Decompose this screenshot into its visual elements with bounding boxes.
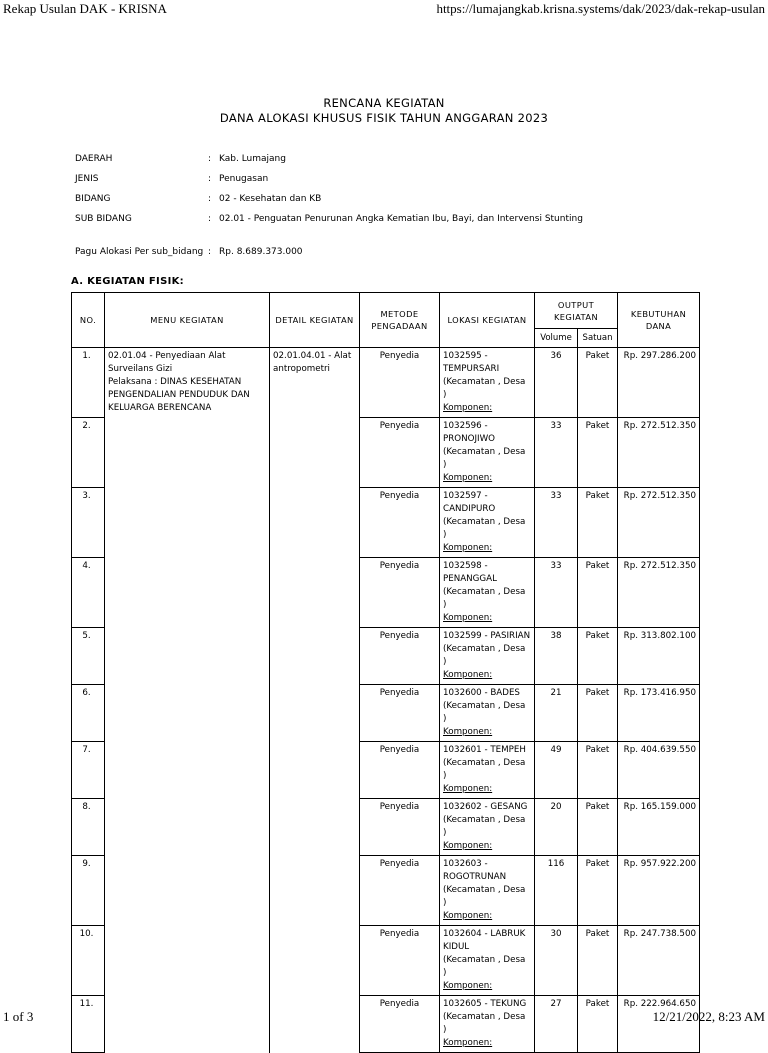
satuan: Paket — [578, 742, 618, 799]
kebutuhan-dana: Rp. 272.512.350 — [618, 418, 700, 488]
kecamatan-desa: (Kecamatan , Desa ) — [443, 377, 526, 400]
kecamatan-desa: (Kecamatan , Desa ) — [443, 885, 526, 908]
info-colon: : — [208, 174, 212, 184]
metode-pengadaan: Penyedia — [360, 348, 440, 418]
komponen-link[interactable]: Komponen: — [443, 841, 493, 851]
satuan: Paket — [578, 348, 618, 418]
volume: 27 — [535, 996, 578, 1053]
kecamatan-desa: (Kecamatan , Desa ) — [443, 701, 526, 724]
info-value: Penugasan — [219, 174, 269, 184]
table-row — [72, 348, 700, 418]
row-number: 3. — [72, 488, 105, 558]
row-number: 11. — [72, 996, 105, 1053]
row-number: 1. — [72, 348, 105, 418]
info-value: 02 - Kesehatan dan KB — [219, 194, 322, 204]
lokasi-kegiatan-cell — [440, 799, 535, 856]
page-count: 1 of 3 — [3, 1009, 34, 1024]
komponen-link[interactable]: Komponen: — [443, 784, 493, 794]
row-number: 4. — [72, 558, 105, 628]
satuan: Paket — [578, 488, 618, 558]
volume: 21 — [535, 685, 578, 742]
header-no: NO. — [72, 293, 105, 348]
kebutuhan-dana: Rp. 247.738.500 — [618, 926, 700, 996]
row-number: 7. — [72, 742, 105, 799]
pelaksana: Pelaksana : DINAS KESEHATAN PENGENDALIAN PENDUDUK DAN KELUARGA BERENCANA — [108, 377, 250, 413]
kebutuhan-dana: Rp. 173.416.950 — [618, 685, 700, 742]
komponen-link[interactable]: Komponen: — [443, 981, 493, 991]
lokasi-kegiatan-cell — [440, 628, 535, 685]
header-metode: METODE PENGADAAN — [360, 293, 440, 348]
header-output: OUTPUT KEGIATAN — [535, 293, 618, 329]
title-line-2: DANA ALOKASI KHUSUS FISIK TAHUN ANGGARAN 2023 — [219, 111, 549, 125]
info-label: BIDANG — [75, 194, 111, 204]
header-kebutuhan: KEBUTUHAN DANA — [618, 293, 700, 348]
page-url[interactable]: https://lumajangkab.krisna.systems/dak/2023/dak-rekap-usulan — [436, 1, 765, 16]
metode-pengadaan: Penyedia — [360, 742, 440, 799]
kebutuhan-dana: Rp. 957.922.200 — [618, 856, 700, 926]
volume: 38 — [535, 628, 578, 685]
satuan: Paket — [578, 628, 618, 685]
metode-pengadaan: Penyedia — [360, 856, 440, 926]
volume: 30 — [535, 926, 578, 996]
kecamatan-desa: (Kecamatan , Desa ) — [443, 587, 526, 610]
lokasi-kegiatan: 1032601 - TEMPEH — [443, 745, 526, 755]
row-number: 8. — [72, 799, 105, 856]
komponen-link[interactable]: Komponen: — [443, 613, 493, 623]
document-title — [0, 96, 768, 126]
detail-kegiatan: 02.01.04.01 - Alat antropometri — [270, 348, 360, 1053]
satuan: Paket — [578, 926, 618, 996]
pagu-label: Pagu Alokasi Per sub_bidang — [75, 247, 204, 257]
metode-pengadaan: Penyedia — [360, 558, 440, 628]
table-header — [72, 293, 700, 348]
metode-pengadaan: Penyedia — [360, 799, 440, 856]
metode-pengadaan: Penyedia — [360, 488, 440, 558]
lokasi-kegiatan: 1032598 - PENANGGAL — [443, 561, 497, 584]
menu-kegiatan-cell — [105, 348, 270, 1053]
print-header — [0, 1, 768, 17]
row-number: 5. — [72, 628, 105, 685]
kebutuhan-dana: Rp. 165.159.000 — [618, 799, 700, 856]
lokasi-kegiatan: 1032595 - TEMPURSARI — [443, 351, 500, 374]
header-detail: DETAIL KEGIATAN — [270, 293, 360, 348]
kecamatan-desa: (Kecamatan , Desa ) — [443, 815, 526, 838]
page-title: Rekap Usulan DAK - KRISNA — [3, 1, 167, 16]
lokasi-kegiatan-cell — [440, 856, 535, 926]
kegiatan-table — [71, 292, 700, 1053]
lokasi-kegiatan-cell — [440, 742, 535, 799]
volume: 33 — [535, 558, 578, 628]
volume: 116 — [535, 856, 578, 926]
satuan: Paket — [578, 558, 618, 628]
komponen-link[interactable]: Komponen: — [443, 670, 493, 680]
satuan: Paket — [578, 996, 618, 1053]
metode-pengadaan: Penyedia — [360, 685, 440, 742]
header-satuan: Satuan — [578, 329, 618, 348]
lokasi-kegiatan-cell — [440, 558, 535, 628]
print-footer — [0, 1009, 768, 1025]
komponen-link[interactable]: Komponen: — [443, 1038, 493, 1048]
komponen-link[interactable]: Komponen: — [443, 727, 493, 737]
kebutuhan-dana: Rp. 272.512.350 — [618, 488, 700, 558]
info-label: DAERAH — [75, 154, 113, 164]
row-number: 9. — [72, 856, 105, 926]
info-label: JENIS — [75, 174, 99, 184]
kecamatan-desa: (Kecamatan , Desa ) — [443, 1012, 526, 1035]
header-lokasi: LOKASI KEGIATAN — [440, 293, 535, 348]
volume: 33 — [535, 418, 578, 488]
kebutuhan-dana: Rp. 313.802.100 — [618, 628, 700, 685]
info-colon: : — [208, 247, 212, 257]
kebutuhan-dana: Rp. 222.964.650 — [618, 996, 700, 1053]
satuan: Paket — [578, 799, 618, 856]
kebutuhan-dana: Rp. 297.286.200 — [618, 348, 700, 418]
metode-pengadaan: Penyedia — [360, 418, 440, 488]
komponen-link[interactable]: Komponen: — [443, 403, 493, 413]
menu-kegiatan: 02.01.04 - Penyediaan Alat Surveilans Gizi — [108, 351, 226, 374]
volume: 33 — [535, 488, 578, 558]
lokasi-kegiatan-cell — [440, 418, 535, 488]
komponen-link[interactable]: Komponen: — [443, 473, 493, 483]
info-colon: : — [208, 154, 212, 164]
pagu-value: Rp. 8.689.373.000 — [219, 247, 303, 257]
info-value: Kab. Lumajang — [219, 154, 286, 164]
info-label: SUB BIDANG — [75, 214, 132, 224]
print-timestamp: 12/21/2022, 8:23 AM — [652, 1009, 765, 1024]
volume: 20 — [535, 799, 578, 856]
header-volume: Volume — [535, 329, 578, 348]
lokasi-kegiatan: 1032596 - PRONOJIWO — [443, 421, 496, 444]
lokasi-kegiatan: 1032600 - BADES — [443, 688, 520, 698]
lokasi-kegiatan: 1032602 - GESANG — [443, 802, 528, 812]
info-colon: : — [208, 214, 212, 224]
lokasi-kegiatan-cell — [440, 685, 535, 742]
komponen-link[interactable]: Komponen: — [443, 543, 493, 553]
metode-pengadaan: Penyedia — [360, 926, 440, 996]
kebutuhan-dana: Rp. 404.639.550 — [618, 742, 700, 799]
kecamatan-desa: (Kecamatan , Desa ) — [443, 644, 526, 667]
kecamatan-desa: (Kecamatan , Desa ) — [443, 758, 526, 781]
volume: 49 — [535, 742, 578, 799]
lokasi-kegiatan-cell — [440, 348, 535, 418]
info-value: 02.01 - Penguatan Penurunan Angka Kematian Ibu, Bayi, dan Intervensi Stunting — [219, 214, 583, 224]
lokasi-kegiatan-cell — [440, 488, 535, 558]
lokasi-kegiatan: 1032597 - CANDIPURO — [443, 491, 496, 514]
section-heading: A. KEGIATAN FISIK: — [71, 276, 184, 287]
volume: 36 — [535, 348, 578, 418]
kebutuhan-dana: Rp. 272.512.350 — [618, 558, 700, 628]
komponen-link[interactable]: Komponen: — [443, 911, 493, 921]
lokasi-kegiatan: 1032599 - PASIRIAN — [443, 631, 531, 641]
kecamatan-desa: (Kecamatan , Desa ) — [443, 447, 526, 470]
satuan: Paket — [578, 685, 618, 742]
metode-pengadaan: Penyedia — [360, 628, 440, 685]
kecamatan-desa: (Kecamatan , Desa ) — [443, 517, 526, 540]
satuan: Paket — [578, 418, 618, 488]
row-number: 10. — [72, 926, 105, 996]
lokasi-kegiatan: 1032603 - ROGOTRUNAN — [443, 859, 507, 882]
info-colon: : — [208, 194, 212, 204]
satuan: Paket — [578, 856, 618, 926]
header-menu: MENU KEGIATAN — [105, 293, 270, 348]
kecamatan-desa: (Kecamatan , Desa ) — [443, 955, 526, 978]
metode-pengadaan: Penyedia — [360, 996, 440, 1053]
table-body — [72, 348, 700, 1053]
lokasi-kegiatan: 1032604 - LABRUK KIDUL — [443, 929, 526, 952]
lokasi-kegiatan: 1032605 - TEKUNG — [443, 999, 527, 1009]
lokasi-kegiatan-cell — [440, 926, 535, 996]
row-number: 2. — [72, 418, 105, 488]
row-number: 6. — [72, 685, 105, 742]
title-line-1: RENCANA KEGIATAN — [323, 96, 445, 110]
